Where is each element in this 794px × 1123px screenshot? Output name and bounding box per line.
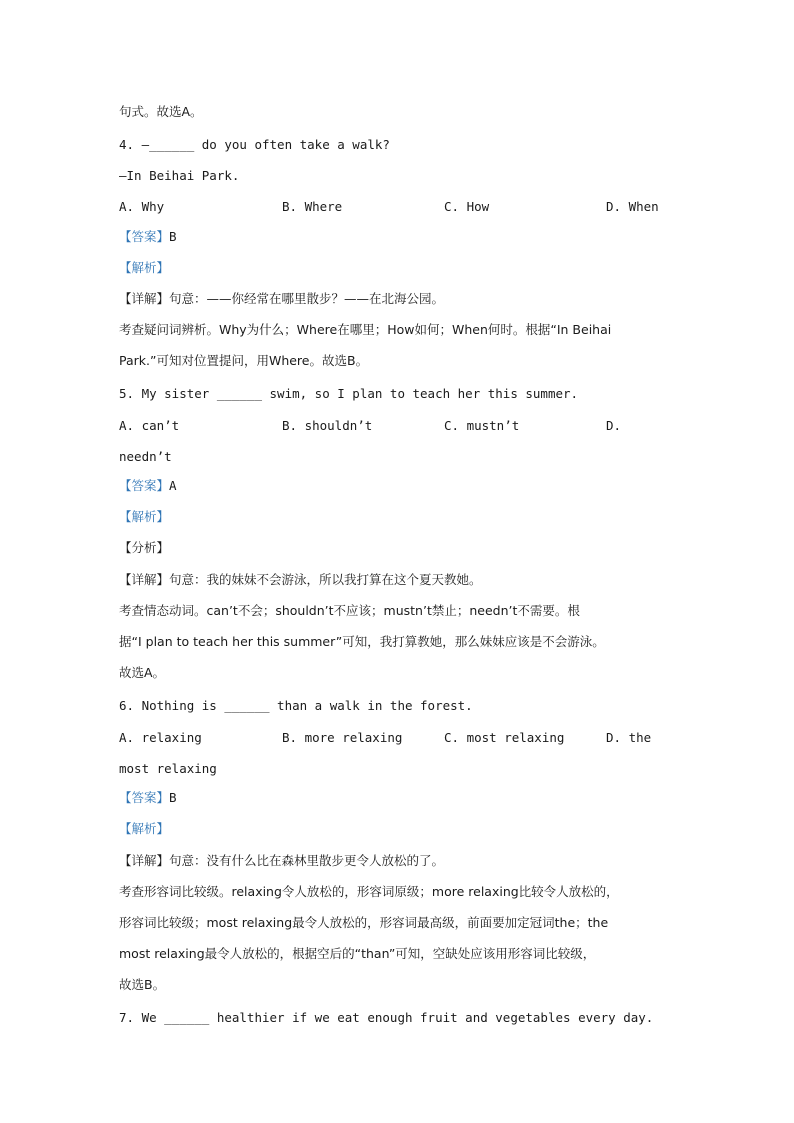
q5-analysis-tag: 【解析】 xyxy=(119,509,170,524)
q6-option-c: C. most relaxing xyxy=(444,730,565,745)
q6-explain-line-4: 故选B。 xyxy=(119,977,166,992)
q5-answer xyxy=(119,477,177,495)
intro-text: 句式。故选A。 xyxy=(119,104,203,119)
q4-question: 4. —______ do you often take a walk? xyxy=(119,137,390,152)
q6-explain-line-1: 考查形容词比较级。relaxing令人放松的，形容词原级；more relaxing比较令人放松的， xyxy=(119,884,619,899)
q4-option-c: C. How xyxy=(444,199,490,214)
q6-question: 6. Nothing is ______ than a walk in the forest. xyxy=(119,698,473,713)
q5-option-d: D. xyxy=(606,418,622,433)
q5-detail xyxy=(119,571,482,589)
q5-options xyxy=(119,417,679,435)
q6-options xyxy=(119,729,679,747)
answer-value: B xyxy=(169,790,177,805)
q7-question: 7. We ______ healthier if we eat enough fruit and vegetables every day. xyxy=(119,1010,654,1025)
q5-option-a: A. can’t xyxy=(119,418,180,433)
q5-option-b: B. shouldn’t xyxy=(282,418,373,433)
q5-fenxi-tag: 【分析】 xyxy=(119,540,170,555)
q6-analysis-tag: 【解析】 xyxy=(119,821,170,836)
q6-answer xyxy=(119,789,177,807)
answer-tag: 【答案】 xyxy=(119,478,170,493)
q5-option-c: C. mustn’t xyxy=(444,418,520,433)
detail-text: 句意：没有什么比在森林里散步更令人放松的了。 xyxy=(169,853,445,868)
detail-tag: 【详解】 xyxy=(119,853,170,868)
q6-option-b: B. more relaxing xyxy=(282,730,403,745)
q5-explain-line-3: 故选A。 xyxy=(119,665,166,680)
answer-value: B xyxy=(169,229,177,244)
q4-explain-line-1: 考查疑问词辨析。Why为什么；Where在哪里；How如何；When何时。根据“In Beihai xyxy=(119,322,612,337)
detail-text: 句意：——你经常在哪里散步？——在北海公园。 xyxy=(169,291,445,306)
q6-explain-line-2: 形容词比较级；most relaxing最令人放松的，形容词最高级，前面要加定冠词the；the xyxy=(119,915,609,930)
q5-explain-line-1: 考查情态动词。can’t不会；shouldn’t不应该；mustn’t禁止；needn’t不需要。根 xyxy=(119,603,580,618)
q6-detail xyxy=(119,852,444,870)
q4-answer xyxy=(119,228,177,246)
q4-reply: —In Beihai Park. xyxy=(119,168,240,183)
detail-tag: 【详解】 xyxy=(119,291,170,306)
q6-explain-line-3: most relaxing最令人放松的，根据空后的“than”可知，空缺处应该用形容词比较级， xyxy=(119,946,596,961)
q5-question: 5. My sister ______ swim, so I plan to teach her this summer. xyxy=(119,386,579,401)
detail-text: 句意：我的妹妹不会游泳，所以我打算在这个夏天教她。 xyxy=(169,572,482,587)
q4-detail xyxy=(119,290,444,308)
q4-options xyxy=(119,198,679,216)
q5-option-d-wrap: needn’t xyxy=(119,449,172,464)
answer-value: A xyxy=(169,478,177,493)
q4-explain-line-2: Park.”可知对位置提问，用Where。故选B。 xyxy=(119,353,369,368)
q4-option-d: D. When xyxy=(606,199,659,214)
answer-tag: 【答案】 xyxy=(119,229,170,244)
q4-analysis-tag: 【解析】 xyxy=(119,260,170,275)
answer-tag: 【答案】 xyxy=(119,790,170,805)
q6-option-d: D. the xyxy=(606,730,652,745)
q4-option-a: A. Why xyxy=(119,199,165,214)
q6-option-d-wrap: most relaxing xyxy=(119,761,217,776)
q6-option-a: A. relaxing xyxy=(119,730,202,745)
q5-explain-line-2: 据“I plan to teach her this summer”可知，我打算教她，那么妹妹应该是不会游泳。 xyxy=(119,634,605,649)
detail-tag: 【详解】 xyxy=(119,572,170,587)
q4-option-b: B. Where xyxy=(282,199,343,214)
